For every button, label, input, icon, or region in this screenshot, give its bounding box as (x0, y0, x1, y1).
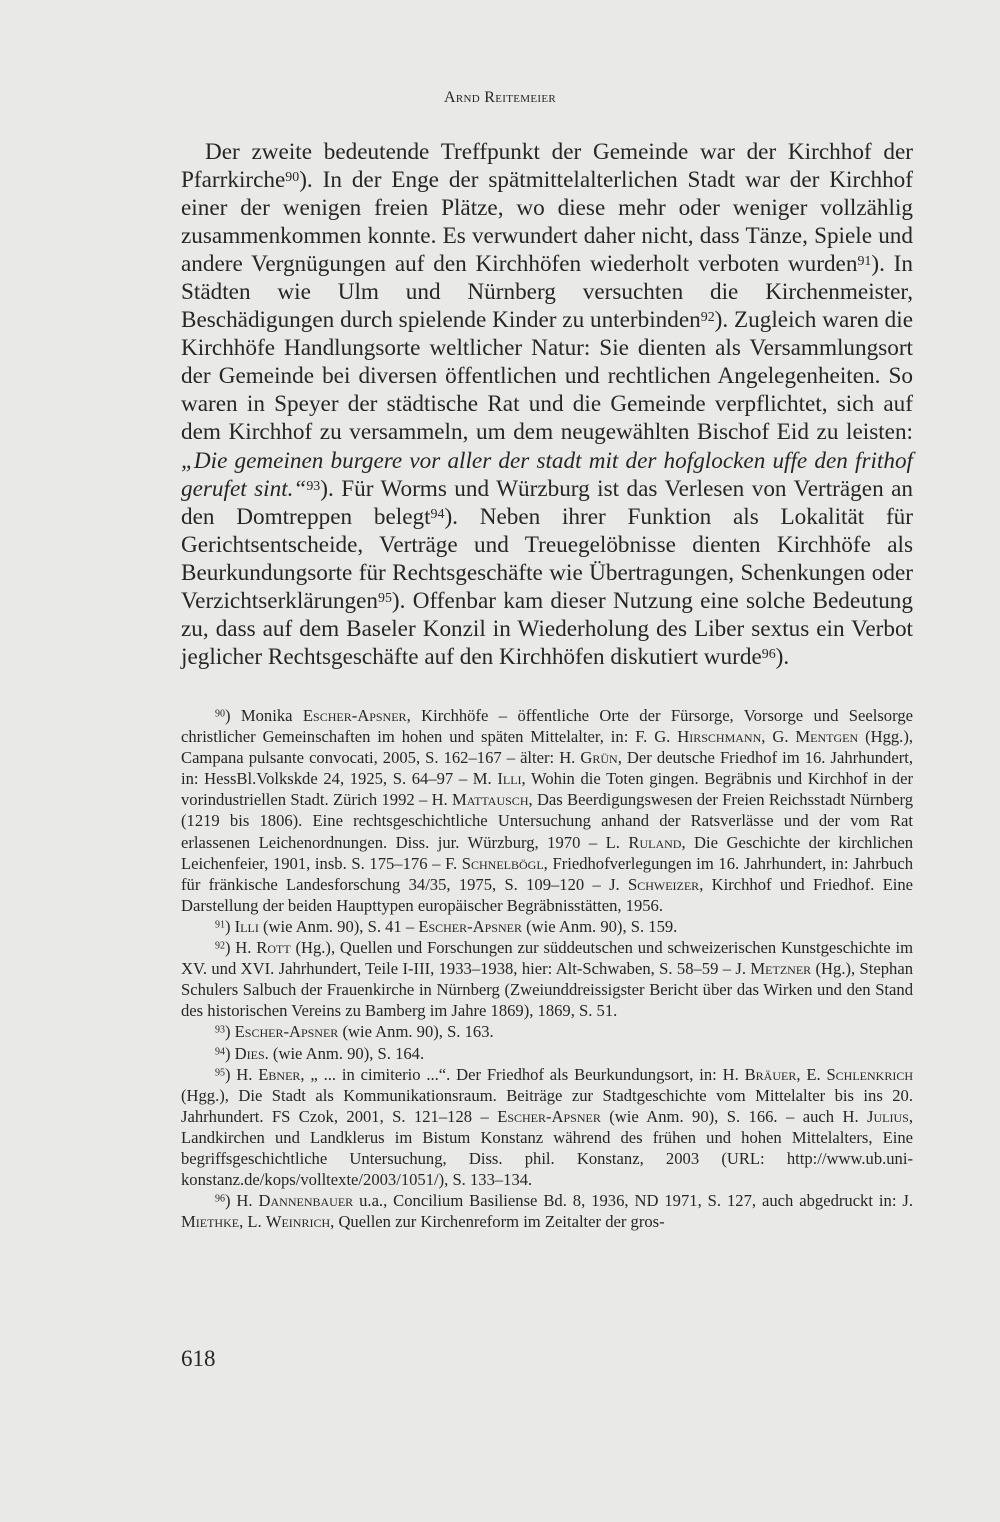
fn-text: , L. (239, 1212, 266, 1232)
footnote-ref-92[interactable]: 92 (700, 310, 715, 326)
fn-text: , Quellen zur Kirchenreform im Zeitalter der gros- (330, 1212, 665, 1232)
fn-text: , Friedhofverlegungen im 16. Jahrhundert, in: Jahrbuch für fränkische Landesforschung 34/35, 1975, S. 109–120 – J. (181, 853, 914, 894)
fn-text: , Kirchhof und Friedhof. Eine Darstellung der beiden Haupttypen europäischer Begräbnisstätten, 1956. (181, 874, 913, 915)
author-name: Ruland (628, 832, 682, 852)
author-name: Schlenkrich (826, 1064, 913, 1084)
author-name: Julius (867, 1106, 909, 1126)
footnote-number: 92 (215, 940, 225, 952)
author-name: Mattausch (452, 790, 529, 810)
footnote-ref-96[interactable]: 96 (761, 646, 776, 662)
footnote-94 (181, 1043, 913, 1064)
footnote-number: 90 (215, 708, 225, 720)
author-name: Illi (497, 769, 522, 789)
text-segment: ). Für Worms und Würzburg ist das Verlesen von Verträgen an den Domtreppen belegt (181, 475, 914, 530)
fn-text: (Hgg.), Campana pulsante convocati, 2005, S. 162–167 – älter: H. (181, 727, 914, 768)
fn-text: u.a., Concilium Basiliense Bd. 8, 1936, ND 1971, S. 127, auch abgedruckt in: J. (353, 1191, 913, 1211)
footnote-90 (181, 705, 913, 916)
author-name: Grün (580, 748, 618, 768)
fn-text: , Wohin die Toten gingen. Begräbnis und Kirchhof in der vorindustriellen Stadt. Zürich 1992 – H. (181, 769, 913, 810)
text-segment: ). In Städten wie Ulm und Nürnberg versuchten die Kirchenmeister, Beschädigungen durch spielende Kinder zu unterbinden (181, 251, 913, 334)
fn-text: (wie Anm. 90), S. 159. (521, 916, 678, 936)
fn-text: (Hgg.), Die Stadt als Kommunikationsraum. Beiträge zur Stadtgeschichte vom Mittelalter bis ins 20. Jahrhundert. FS Czok, 2001, S. 121–128 – (181, 1085, 913, 1126)
fn-text: ) Monika (224, 706, 303, 725)
author-name: Schweizer (627, 874, 700, 894)
fn-text: (wie Anm. 90), S. 41 – (258, 916, 419, 936)
footnote-number: 91 (215, 919, 225, 931)
footnote-number: 95 (215, 1067, 225, 1079)
author-name: Escher-Apsner (418, 916, 522, 936)
author-name: Hirschmann (677, 727, 762, 747)
footnote-92 (181, 937, 913, 1021)
fn-text: (wie Anm. 90), S. 164. (268, 1043, 425, 1063)
author-name: Dannenbauer (258, 1191, 354, 1211)
author-name: Escher-Apsner (302, 706, 407, 725)
fn-text: , „ ... in cimiterio ...“. Der Friedhof als Beurkundungsort, in: H. (300, 1064, 745, 1084)
fn-text: , Die Geschichte der kirchlichen Leichenfeier, 1901, insb. S. 175–176 – F. (181, 832, 913, 873)
footnote-ref-95[interactable]: 95 (378, 590, 392, 606)
footnote-ref-90[interactable]: 90 (285, 169, 300, 185)
fn-text: , E. (796, 1064, 827, 1084)
author-name: Dies. (234, 1043, 269, 1063)
text-segment: ). Neben ihrer Funktion als Lokalität für Gerichtsentscheide, Verträge und Treuegelöbnisse dienten Kirchhöfe als Beurkundungsorte für Rechtsgeschäfte wie Übertragungen, Schenkungen oder Verzichtserklärungen (181, 503, 913, 614)
author-name: Schnelbögl (461, 853, 544, 873)
fn-text: ) H. (224, 1064, 259, 1084)
fn-text: ) (224, 916, 235, 936)
fn-text: , G. (761, 727, 796, 747)
text-segment: ). (775, 643, 790, 670)
text-segment: ). Zugleich waren die Kirchhöfe Handlungsorte weltlicher Natur: Sie dienten als Versammlungsort der Gemeinde bei diversen öffentlichen und rechtlichen Angelegenheiten. So waren in Speyer der städtische Rat und die Gemeinde verpflichtet, sich auf dem Kirchhof zu versammeln, um dem neugewählten Bischof Eid zu leisten: (181, 307, 913, 446)
author-name: Rott (256, 938, 291, 958)
text-segment: Der zweite bedeutende Treffpunkt der Gemeinde war der Kirchhof der Pfarrkirche (181, 139, 913, 194)
footnote-91 (181, 916, 913, 937)
text-segment: ). Offenbar kam dieser Nutzung eine solche Bedeutung zu, dass auf dem Baseler Konzil in Wiederholung des Liber sextus ein Verbot jeglicher Rechtsgeschäfte auf den Kirchhöfen diskutiert wurde (181, 587, 913, 670)
main-text (181, 138, 913, 671)
body-paragraph (181, 138, 913, 671)
footnote-ref-93[interactable]: 93 (306, 478, 321, 494)
fn-text: ) (224, 1022, 235, 1042)
footnote-number: 96 (215, 1193, 225, 1205)
author-name: Escher-Apsner (234, 1022, 339, 1042)
author-name: Escher-Apsner (497, 1106, 601, 1126)
fn-text: , Landkirchen und Landklerus im Bistum Konstanz während des frühen und hohen Mittelalters, Eine begriffsgeschichtliche Untersuchung, Diss. phil. Konstanz, 2003 (URL: http://www.ub.uni-konstanz.de/kops/volltexte/2003/1051/), S. 133–134. (181, 1106, 913, 1190)
text-segment: ). In der Enge der spätmittelalterlichen Stadt war der Kirchhof einer der wenigen freien Plätze, wo diese mehr oder weniger vollzählig zusammenkommen konnte. Es verwundert daher nicht, dass Tänze, Spiele und andere Vergnügungen auf den Kirchhöfen wiederholt verboten wurden (181, 167, 913, 278)
fn-text: ) (224, 1043, 235, 1063)
author-name: Ebner (258, 1064, 301, 1084)
author-name: Metzner (750, 959, 812, 979)
author-name: Mentgen (795, 727, 859, 747)
footnote-95 (181, 1064, 913, 1191)
author-name: Bräuer (744, 1064, 797, 1084)
fn-text: ) H. (224, 1191, 259, 1211)
fn-text: (Hg.), Stephan Schulers Salbuch der Frauenkirche in Nürnberg (Zweiunddreissigster Bericht über das Wirken und den Stand des historischen Vereins zu Bamberg im Jahre 1869), 1869, S. 51. (181, 959, 913, 1021)
author-name: Weinrich (265, 1212, 331, 1232)
footnote-ref-94[interactable]: 94 (430, 506, 445, 522)
footnote-number: 94 (215, 1046, 225, 1058)
footnote-96 (181, 1190, 913, 1232)
fn-text: ) H. (224, 938, 257, 958)
fn-text: , Der deutsche Friedhof im 16. Jahrhundert, in: HessBl.Volkskde 24, 1925, S. 64–97 – M. (181, 748, 913, 789)
running-head: Arnd Reitemeier (444, 89, 556, 106)
footnote-93 (181, 1021, 913, 1042)
fn-text: (wie Anm. 90), S. 163. (338, 1022, 494, 1042)
quotation: „Die gemeinen burgere vor aller der stadt mit der hofglocken uffe den frithof gerufet sint.“ (181, 447, 913, 502)
fn-text: (Hg.), Quellen und Forschungen zur süddeutschen und schweizerischen Kunstgeschichte im XV. und XVI. Jahrhundert, Teile I-III, 1933–1938, hier: Alt-Schwaben, S. 58–59 – J. (181, 938, 913, 979)
author-name: Miethke (181, 1212, 240, 1232)
footnote-ref-91[interactable]: 91 (857, 253, 872, 269)
fn-text: , Das Beerdigungswesen der Freien Reichsstadt Nürnberg (1219 bis 1806). Eine rechtsgeschichtliche Untersuchung anhand der Ratsverlässe und der vom Rat erlassenen Leichenordnungen. Diss. jur. Würzburg, 1970 – L. (181, 790, 913, 852)
fn-text: (wie Anm. 90), S. 166. – auch H. (600, 1106, 868, 1126)
footnotes (181, 705, 913, 1232)
fn-text: , Kirchhöfe – öffentliche Orte der Fürsorge, Vorsorge und Seelsorge christlicher Gemeinschaften im hohen und späten Mittelalter, in: F. G. (181, 706, 913, 747)
footnote-number: 93 (215, 1024, 225, 1036)
author-name: Illi (234, 916, 259, 936)
page-number: 618 (181, 1346, 216, 1371)
